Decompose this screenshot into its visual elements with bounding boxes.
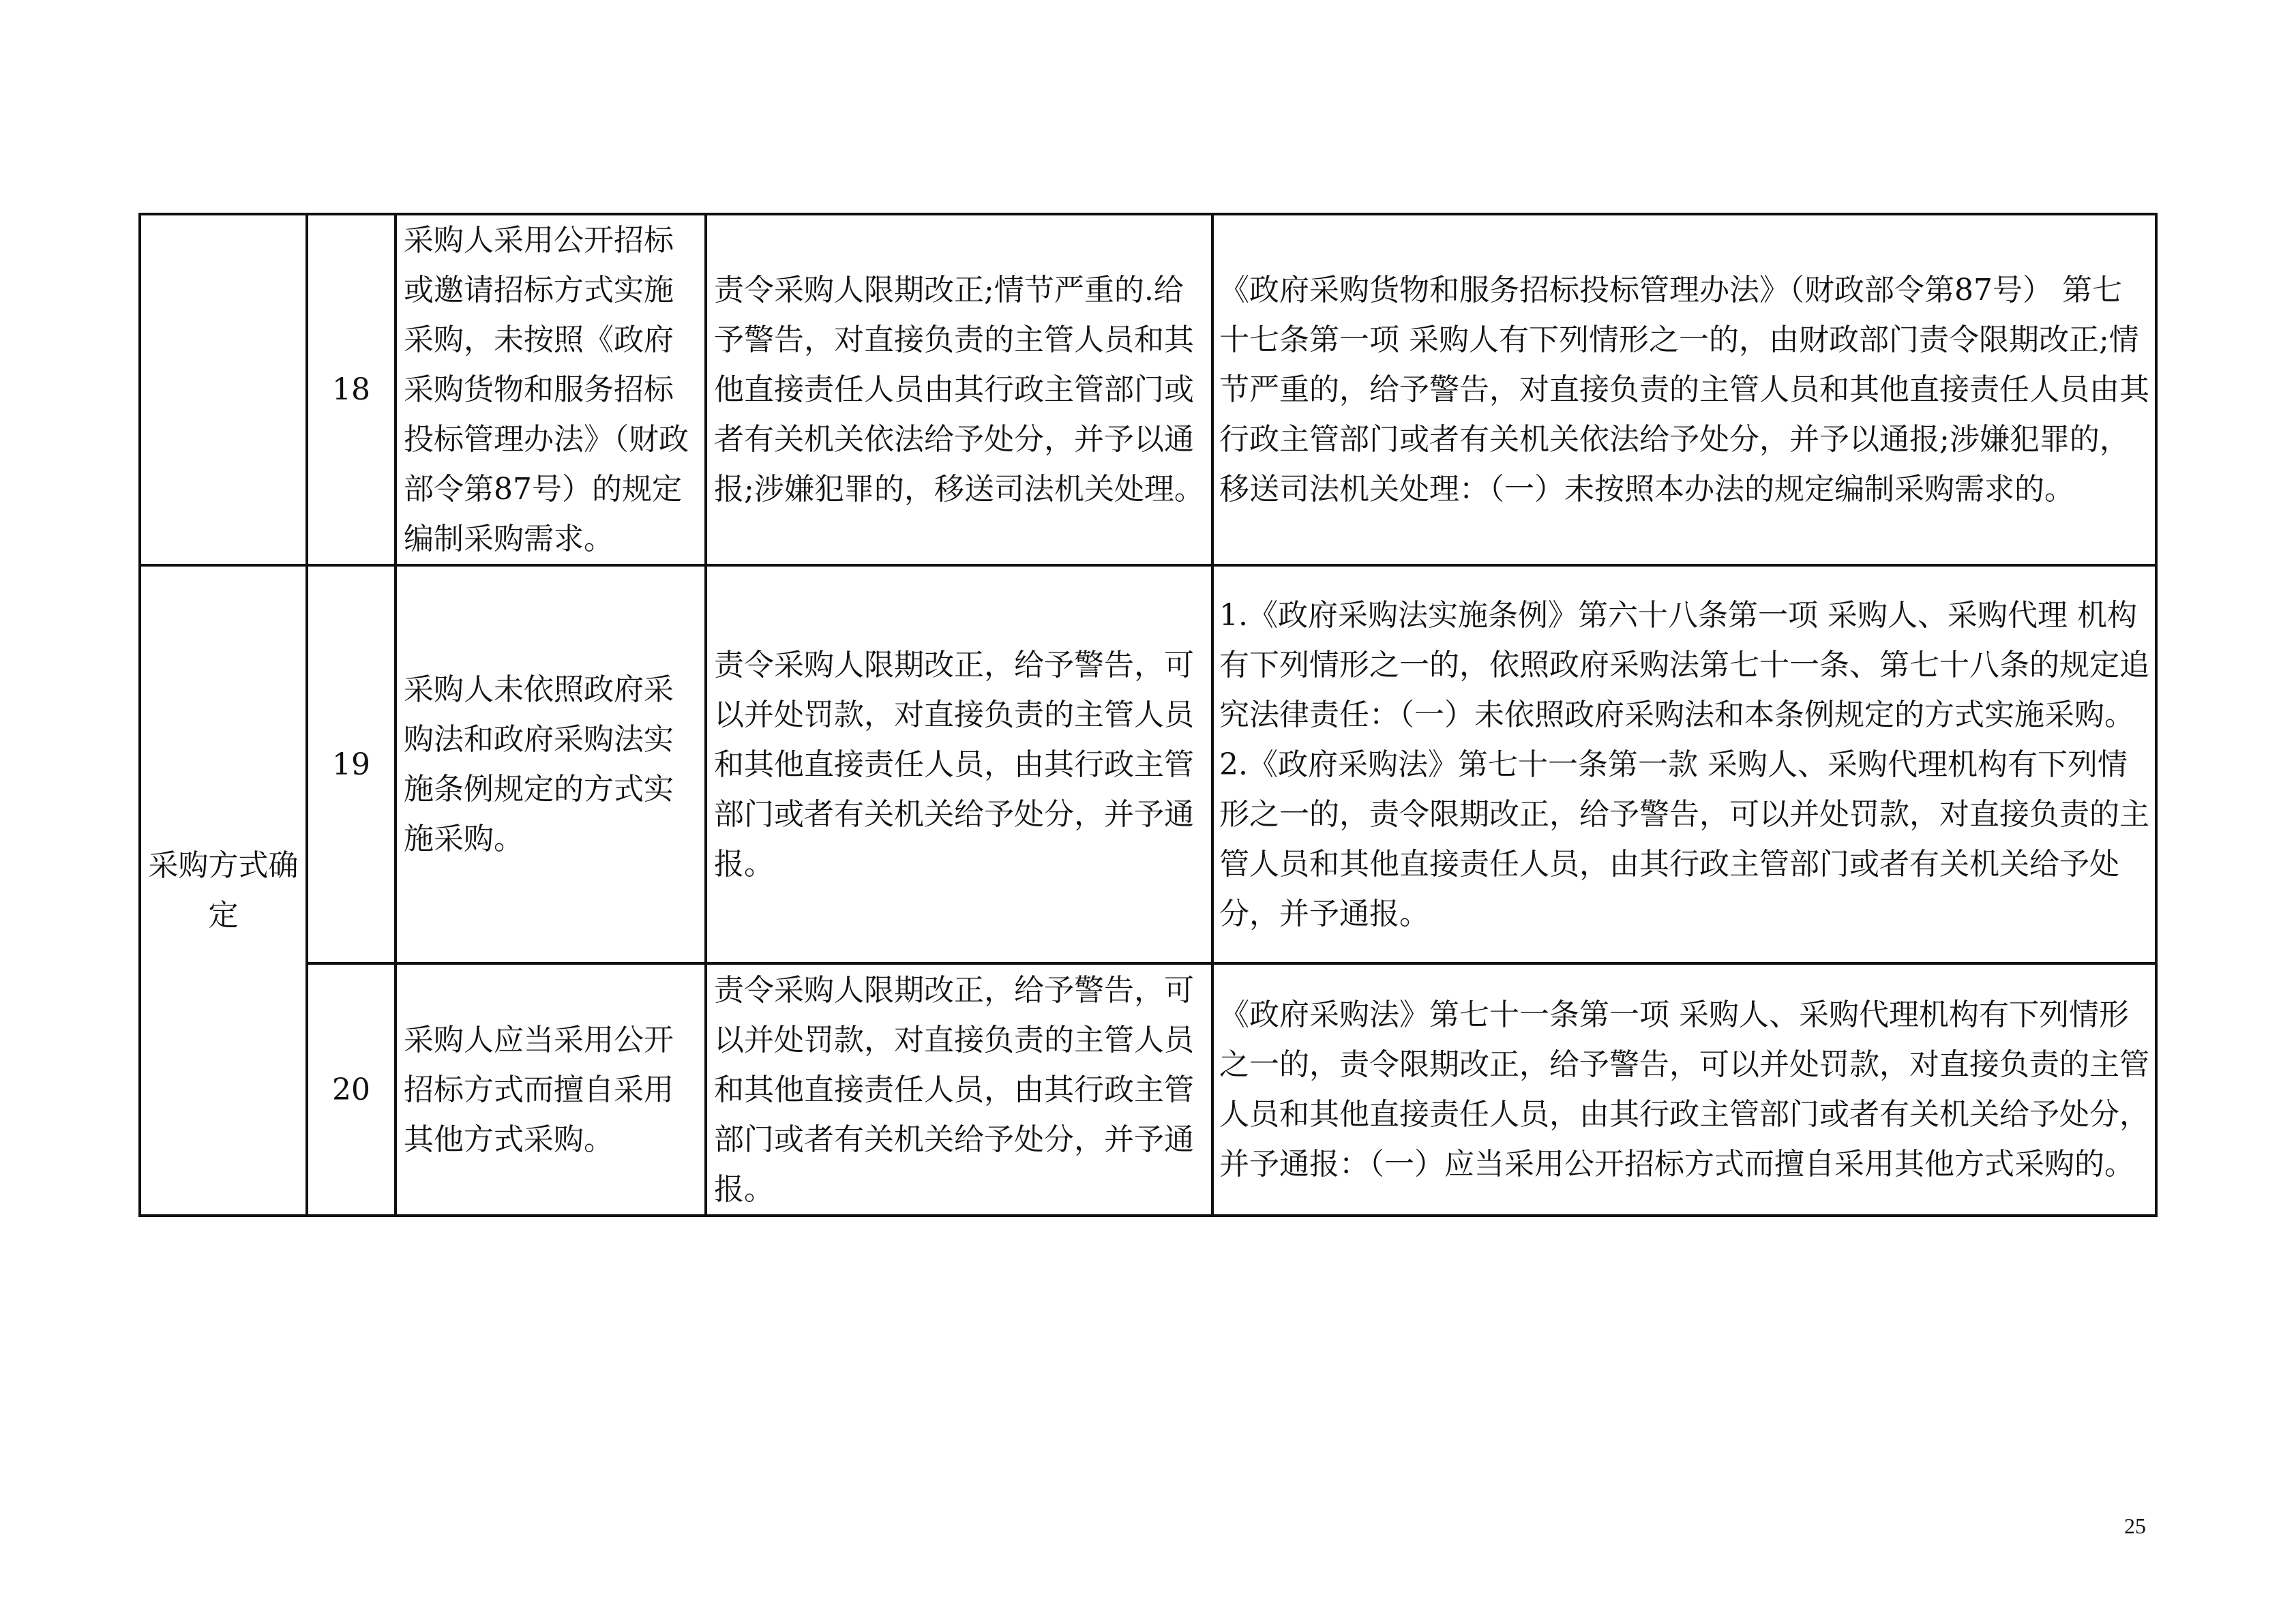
row-number: 18	[307, 214, 396, 565]
row-number: 20	[307, 963, 396, 1216]
penalty-table	[138, 213, 2158, 1217]
table-row	[140, 214, 2156, 565]
legal-basis-cell	[1212, 963, 2156, 1216]
penalty-cell: 责令采购人限期改正，给予警告，可以并处罚款，对直接负责的主管人员和其他直接责任人员，由其行政主管部门或者有关机关给予处分，并予通报。	[706, 963, 1212, 1216]
legal-basis-text: 2.《政府采购法》第七十一条第一款 采购人、采购代理机构有下列情形之一的，责令限期改正，给予警告，可以并处罚款，对直接负责的主管人员和其他直接责任人员，由其行政主管部门或者有关机关给予处分，并予通报。	[1219, 747, 2149, 931]
violation-cell: 采购人应当采用公开招标方式而擅自采用其他方式采购。	[396, 963, 706, 1216]
legal-basis-text: 《政府采购货物和服务招标投标管理办法》（财政部令第87号） 第七十七条第一项 采购人有下列情形之一的，由财政部门责令限期改正;情节严重的，给予警告，对直接负责的主管人员和其他直接责任人员由其行政主管部门或者有关机关依法给予处分，并予以通报;涉嫌犯罪的，移送司法机关处理：（一）未按照本办法的规定编制采购需求的。	[1219, 273, 2149, 507]
legal-basis-text: 1.《政府采购法实施条例》第六十八条第一项 采购人、采购代理 机构有下列情形之一的，依照政府采购法第七十一条、第七十八条的规定追究法律责任：（一）未依照政府采购法和本条例规定的方式实施采购。	[1219, 597, 2149, 732]
legal-basis-cell	[1212, 214, 2156, 565]
table-row	[140, 963, 2156, 1216]
category-cell: 采购方式确定	[140, 565, 307, 1216]
legal-basis-text: 《政府采购法》第七十一条第一项 采购人、采购代理机构有下列情形之一的，责令限期改正，给予警告，可以并处罚款，对直接负责的主管人员和其他直接责任人员，由其行政主管部门或者有关机关给予处分，并予通报：（一）应当采用公开招标方式而擅自采用其他方式采购的。	[1219, 997, 2149, 1182]
penalty-cell: 责令采购人限期改正，给予警告，可以并处罚款，对直接负责的主管人员和其他直接责任人员，由其行政主管部门或者有关机关给予处分，并予通报。	[706, 565, 1212, 963]
table-row	[140, 565, 2156, 963]
row-number: 19	[307, 565, 396, 963]
legal-basis-cell	[1212, 565, 2156, 963]
penalty-cell: 责令采购人限期改正;情节严重的.给予警告，对直接负责的主管人员和其他直接责任人员由其行政主管部门或者有关机关依法给予处分，并予以通报;涉嫌犯罪的，移送司法机关处理。	[706, 214, 1212, 565]
page-number: 25	[2124, 1514, 2146, 1538]
violation-cell: 采购人采用公开招标或邀请招标方式实施采购，未按照《政府采购货物和服务招标投标管理办法》（财政部令第87号）的规定编制采购需求。	[396, 214, 706, 565]
category-cell-empty	[140, 214, 307, 565]
violation-cell: 采购人未依照政府采购法和政府采购法实施条例规定的方式实施采购。	[396, 565, 706, 963]
